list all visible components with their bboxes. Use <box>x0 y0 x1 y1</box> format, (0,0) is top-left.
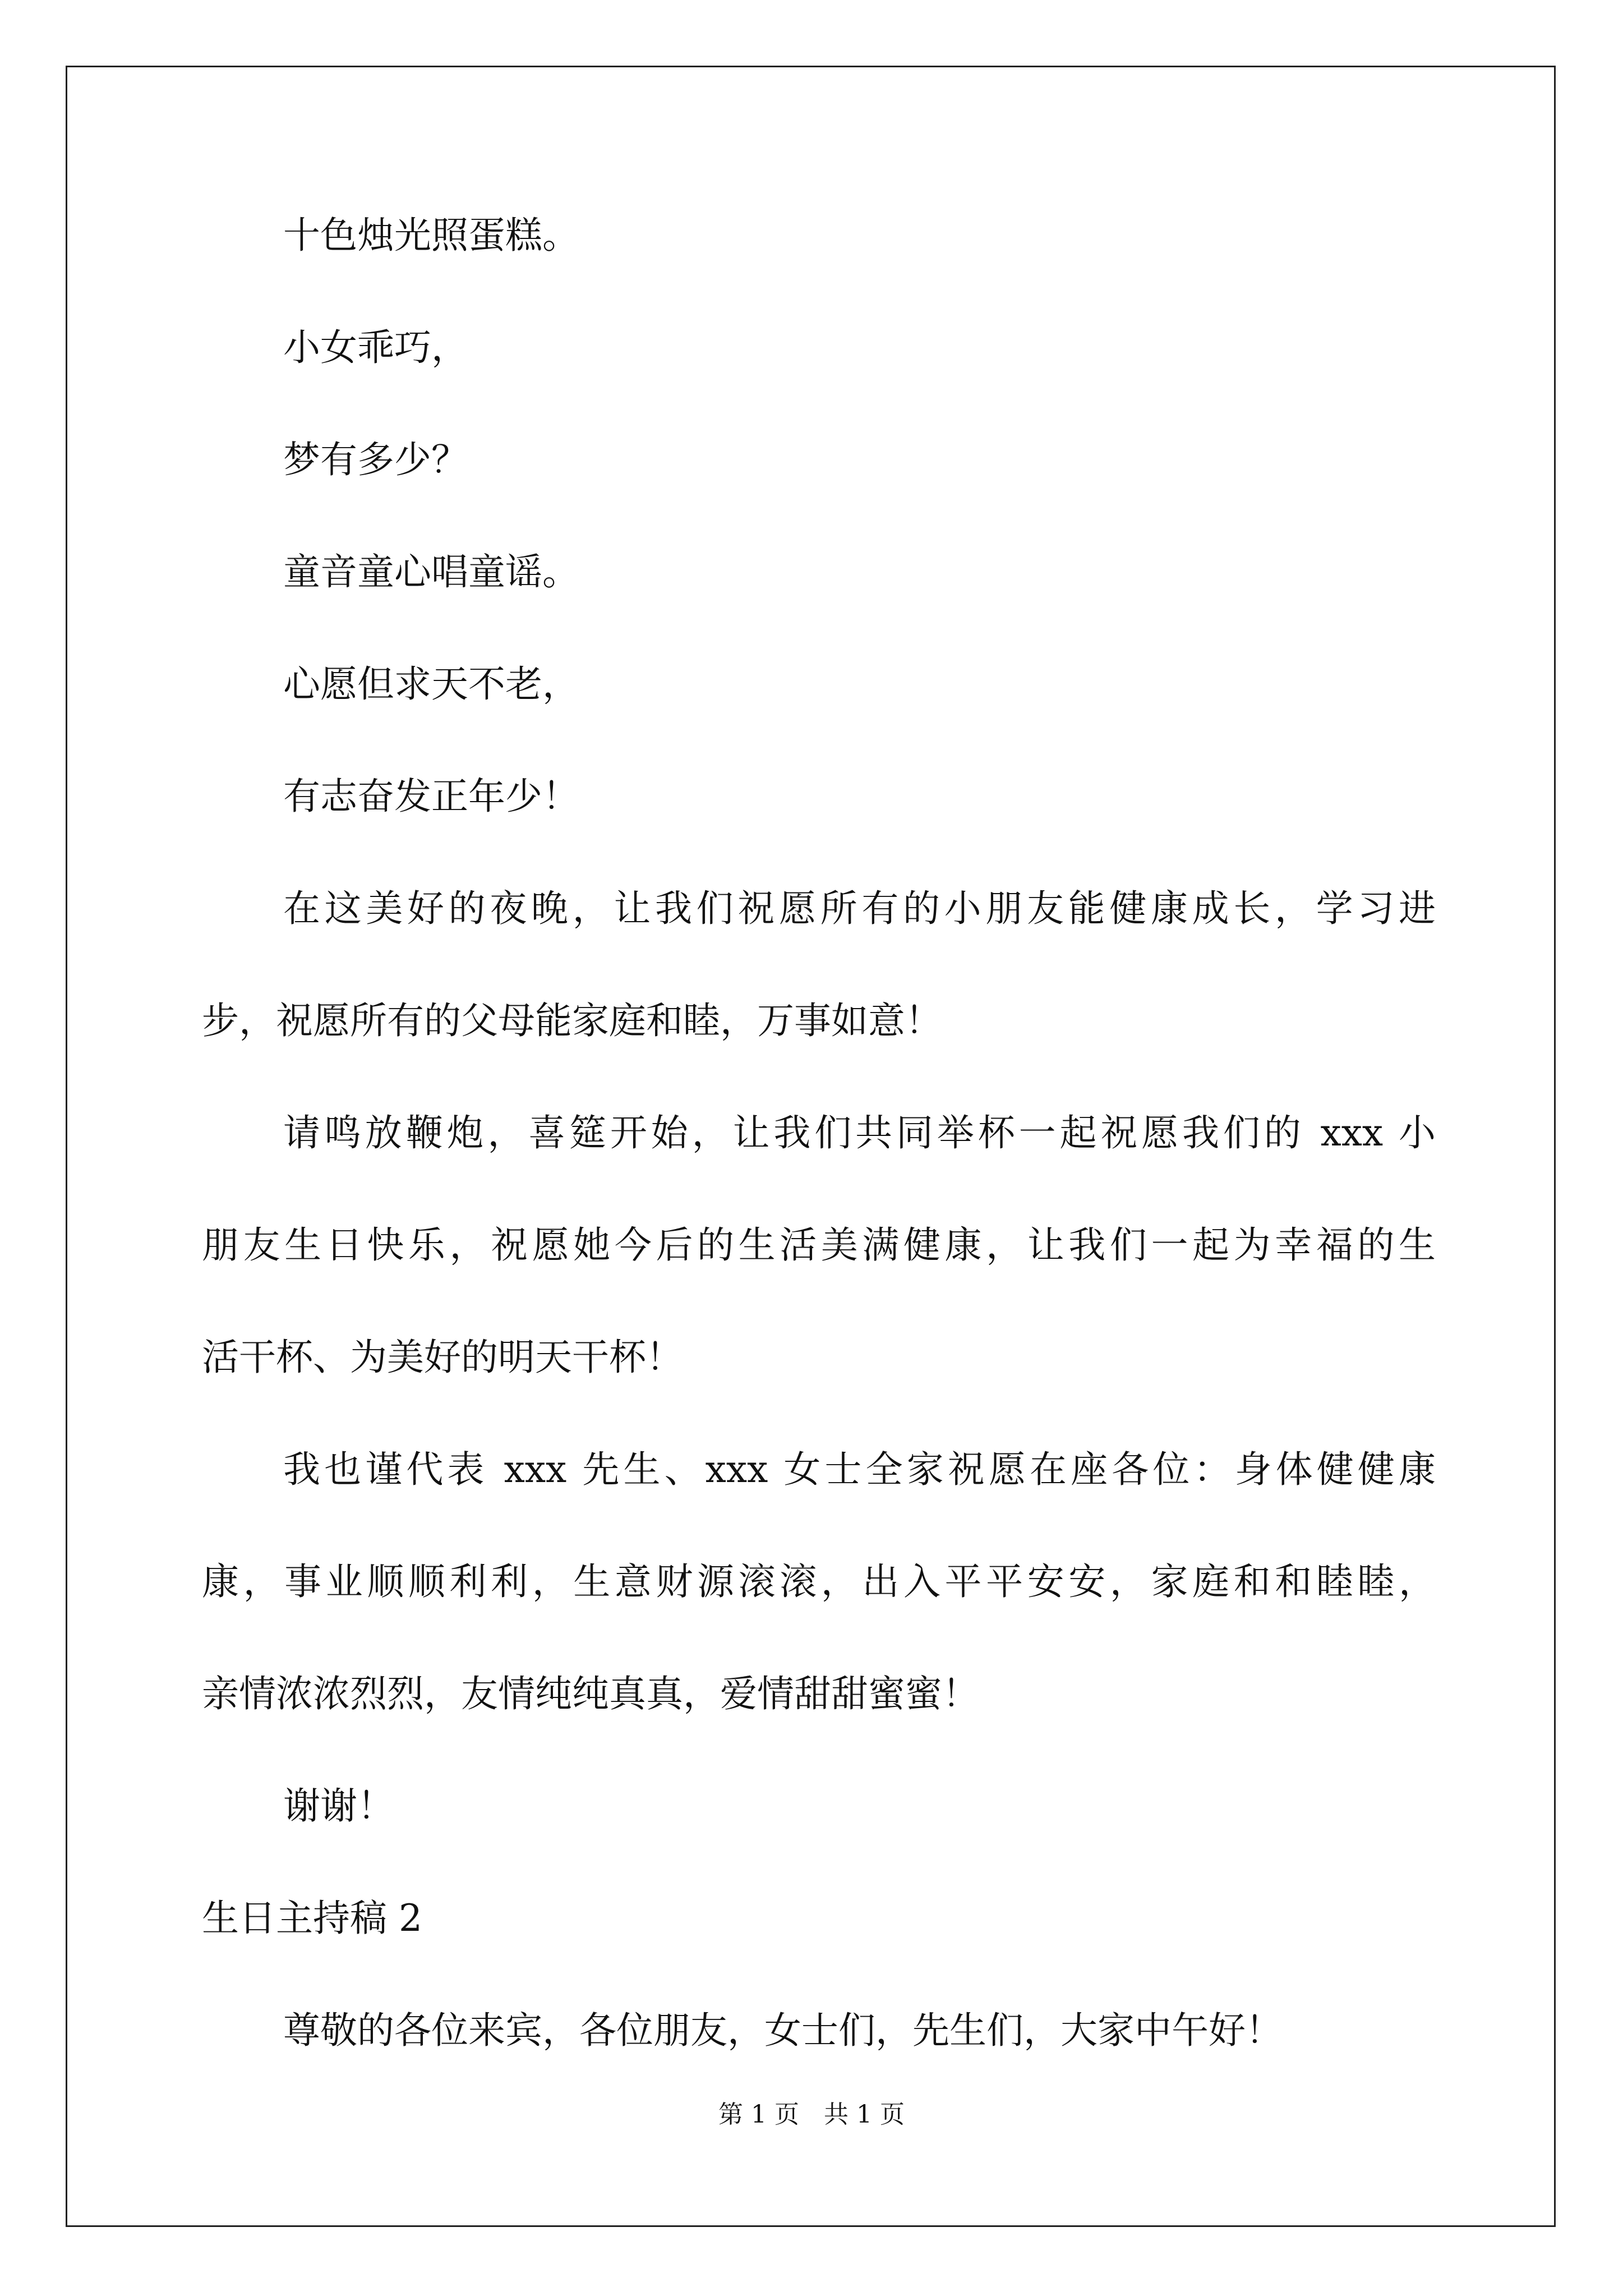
text-line: 童音童心唱童谣。 <box>283 550 579 593</box>
text-line: 请鸣放鞭炮，喜筵开始，让我们共同举杯一起祝愿我们的 xxx 小 <box>283 1111 1436 1154</box>
text-line: 康，事业顺顺利利，生意财源滚滚，出入平平安安，家庭和和睦睦， <box>202 1560 1436 1603</box>
section-heading: 生日主持稿 2 <box>202 1897 422 1940</box>
text-line: 步，祝愿所有的父母能家庭和睦，万事如意！ <box>202 999 942 1042</box>
text-line: 朋友生日快乐，祝愿她今后的生活美满健康，让我们一起为幸福的生 <box>202 1223 1436 1267</box>
page-footer: 第 1 页 共 1 页 <box>718 2100 905 2129</box>
text-line: 亲情浓浓烈烈，友情纯纯真真，爱情甜甜蜜蜜！ <box>202 1672 979 1715</box>
text-line: 在这美好的夜晚，让我们祝愿所有的小朋友能健康成长，学习进 <box>283 887 1436 930</box>
text-line: 我也谨代表 xxx 先生、xxx 女士全家祝愿在座各位：身体健健康 <box>283 1448 1436 1491</box>
text-line: 有志奋发正年少！ <box>283 775 579 818</box>
text-line: 十色烛光照蛋糕。 <box>283 214 579 257</box>
text-line: 尊敬的各位来宾，各位朋友，女士们，先生们，大家中午好！ <box>283 2009 1283 2052</box>
text-line: 梦有多少？ <box>283 438 468 481</box>
text-line: 心愿但求天不老， <box>283 662 579 706</box>
text-line: 谢谢！ <box>283 1784 394 1828</box>
text-line: 活干杯、为美好的明天干杯！ <box>202 1336 683 1379</box>
text-line: 小女乖巧， <box>283 326 468 369</box>
